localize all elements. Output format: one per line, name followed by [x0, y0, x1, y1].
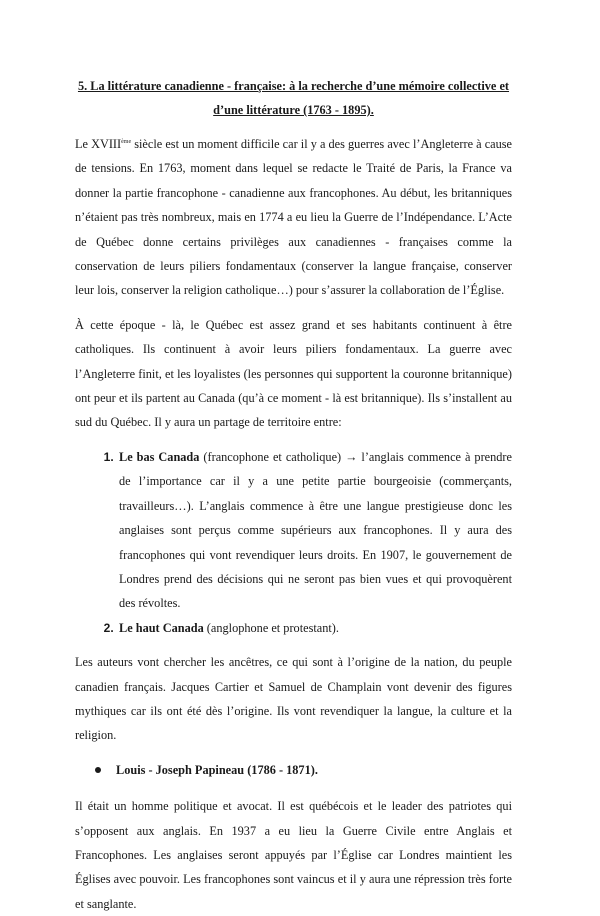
list-item-term: Le bas Canada	[119, 449, 200, 464]
section-title	[75, 74, 512, 122]
list-item-haut-canada	[117, 616, 512, 640]
territory-list	[75, 445, 512, 640]
list-item-term: Le haut Canada	[119, 620, 204, 635]
bullet-heading	[75, 758, 512, 782]
paragraph-3: Les auteurs vont chercher les ancêtres, ce qui sont à l’origine de la nation, du peuple canadien français. Jacques Cartier et Samuel de Champlain vont devenir des figures mythiques car ils ont été dès l’origine. Ils vont revendiquer la langue, la culture et la religion.	[75, 655, 512, 743]
bullet-dot-icon	[95, 767, 101, 773]
section-title-line-1: 5. La littérature canadienne - française: à la recherche d’une mémoire collective et	[77, 79, 510, 93]
paragraph-2: À cette époque - là, le Québec est assez grand et ses habitants continuent à être catholiques. Ils continuent à avoir leurs piliers fondamentaux. La guerre avec l’Angleterre finit, et les loyalistes (les personnes qui supportent la couronne britannique) ont peur et ils partent au Canada (qu’à ce moment - là est britannique). Ils s’installent au sud du Québec. Il y aura un partage de territoire entre:	[75, 317, 512, 430]
list-item-bas-canada	[117, 445, 512, 616]
bullet-heading-text: Louis - Joseph Papineau (1786 - 1871).	[116, 762, 318, 777]
list-item-text: (francophone et catholique) → l’anglais commence à prendre de l’importance car il y a une petite partie bourgeoisie (commerçants, travailleurs…). L’anglais commence à être une langue prestigieuse donc les anglaises sont perçus comme supérieurs aux francophones. Il y aura des francophones qui vont revendiquer leurs droits. En 1907, le gouvernement de Londres prend des décisions qui ne seront pas bien vues et qui provoquèrent des révoltes.	[119, 449, 512, 611]
list-item-text: (anglophone et protestant).	[203, 620, 339, 635]
century-superscript: ème	[121, 138, 132, 145]
paragraph-1-rest: siècle est un moment difficile car il y a des guerres avec l’Angleterre à cause de tensions. En 1763, moment dans lequel se redacte le Traité de Paris, la France va donner la partie francophone - canadienne aux francophones. Au début, les britanniques n’étaient pas très nombreux, mais en 1774 a eu lieu la Guerre de l’Indépendance. L’Acte de Québec donne certains privilèges aux canadiennes - françaises comme la conservation de leurs piliers fondamentaux (conserver la langue française, conserver leur lois, conserver la religion catholique…) pour s’assurer la collaboration de l’Église.	[75, 137, 513, 298]
paragraph-1	[75, 132, 512, 303]
paragraph-1-start: Le XVIII	[75, 137, 122, 151]
section-title-line-2: d’une littérature (1763 - 1895).	[213, 103, 374, 117]
paragraph-4: Il était un homme politique et avocat. Il est québécois et le leader des patriotes qui s’opposent aux anglais. En 1937 a eu lieu la Guerre Civile entre Anglais et Francophones. Les anglaises seront appuyés par l’Église car Londres maintient les Églises avec pouvoir. Les francophones sont vaincus et il y aura une répression très forte et sanglante.	[75, 799, 512, 911]
